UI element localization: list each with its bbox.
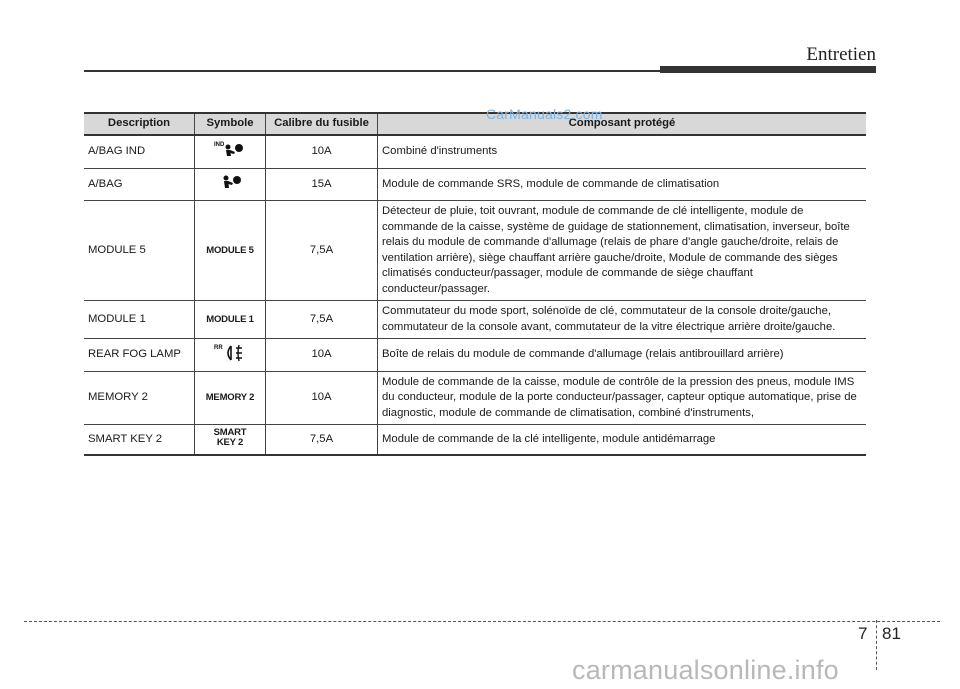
- footer-dashed-rule: [24, 621, 940, 622]
- row-rating: 10A: [266, 135, 378, 168]
- header-rating: Calibre du fusible: [266, 113, 378, 135]
- symbol-label: SMART KEY 2: [213, 427, 247, 448]
- row-rating: 7,5A: [266, 201, 378, 301]
- table-row: [84, 371, 866, 425]
- page-number: 81: [882, 624, 901, 643]
- row-rating: 7,5A: [266, 425, 378, 455]
- row-component: Module de commande SRS, module de commande de climatisation: [378, 168, 867, 201]
- row-component: Commutateur du mode sport, solénoïde de clé, commutateur de la console droite/gauche, commutateur de la console avant, commutateur de la vitre électrique arrière droite/gauche.: [378, 301, 867, 339]
- row-description: MODULE 5: [84, 201, 195, 301]
- row-rating: 15A: [266, 168, 378, 201]
- footer-page-divider: [876, 620, 877, 670]
- row-symbol: [195, 201, 266, 301]
- row-symbol: [195, 301, 266, 339]
- table-row: [84, 339, 866, 372]
- site-watermark: carmanualsonline.info: [572, 655, 839, 685]
- symbol-badge: RR: [214, 345, 223, 351]
- row-component: Boîte de relais du module de commande d'allumage (relais antibrouillard arrière): [378, 339, 867, 372]
- header-symbol: Symbole: [195, 113, 266, 135]
- symbol-label: MEMORY 2: [205, 392, 255, 403]
- header-component: Composant protégé: [378, 113, 867, 135]
- row-description: SMART KEY 2: [84, 425, 195, 455]
- table-row: [84, 301, 866, 339]
- watermark: CarManuals2.com: [486, 106, 603, 122]
- header-description: Description: [84, 113, 195, 135]
- airbag-icon: [213, 172, 247, 198]
- row-description: REAR FOG LAMP: [84, 339, 195, 372]
- row-symbol: [195, 371, 266, 425]
- row-symbol: [195, 339, 266, 372]
- symbol-label: MODULE 1: [206, 313, 254, 325]
- section-title: Entretien: [806, 44, 876, 65]
- row-rating: 7,5A: [266, 301, 378, 339]
- row-symbol: [195, 425, 266, 455]
- row-rating: 10A: [266, 339, 378, 372]
- table-row: [84, 168, 866, 201]
- chapter-number: 7: [858, 624, 868, 643]
- airbag-indicator-icon: [213, 139, 247, 165]
- row-symbol: [195, 135, 266, 168]
- rear-fog-lamp-icon: [213, 342, 247, 368]
- row-component: Combiné d'instruments: [378, 135, 867, 168]
- symbol-label: MODULE 5: [206, 244, 254, 256]
- row-component: Module de commande de la caisse, module de contrôle de la pression des pneus, module IMS du conducteur, module de la porte conducteur/passager, capteur optique automatique, prise de diagnostic, module de commande de climatisation, combiné d'instruments,: [378, 371, 867, 425]
- header-rule: [84, 70, 662, 72]
- table-row: [84, 135, 866, 168]
- symbol-badge: IND: [214, 142, 225, 148]
- header-rule-thick: [660, 66, 876, 73]
- fuse-table: [84, 112, 866, 456]
- row-description: MEMORY 2: [84, 371, 195, 425]
- row-symbol: [195, 168, 266, 201]
- row-rating: 10A: [266, 371, 378, 425]
- row-component: Module de commande de la clé intelligente, module antidémarrage: [378, 425, 867, 455]
- row-description: A/BAG: [84, 168, 195, 201]
- table-header-row: [84, 113, 866, 135]
- table-row: [84, 425, 866, 455]
- row-description: MODULE 1: [84, 301, 195, 339]
- row-description: A/BAG IND: [84, 135, 195, 168]
- table-row: [84, 201, 866, 301]
- row-component: Détecteur de pluie, toit ouvrant, module de commande de clé intelligente, module de commande de la caisse, système de guidage de stationnement, climatisation, inverseur, boîte relais du module de commande d'allumage (relais de phare d'angle gauche/droite, relais de ventilation arrière), siège chauffant arrière gauche/droite, Module de commande des sièges climatisés conducteur/passager, module de commande de siège chauffant conducteur/passager.: [378, 201, 867, 301]
